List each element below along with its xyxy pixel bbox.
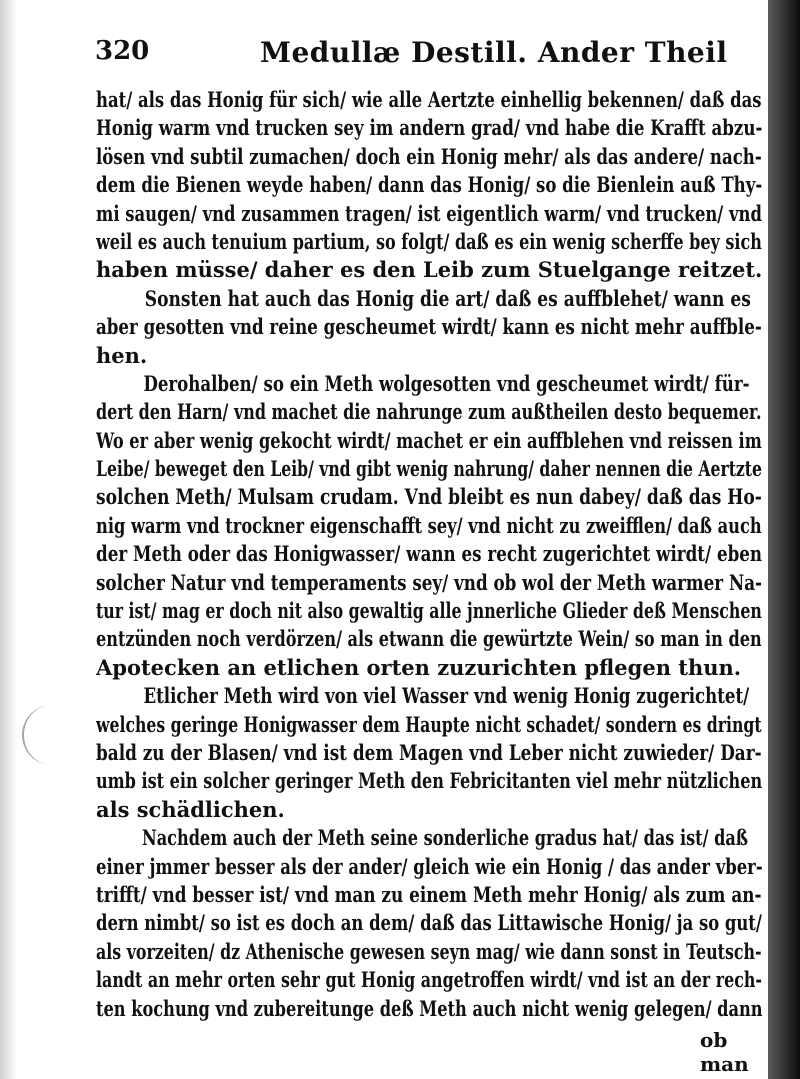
margin-pen-mark <box>22 705 54 765</box>
text-line: ten kochung vnd zubereitunge deß Meth auch nicht wenig gelegen/ dann <box>96 995 763 1021</box>
text-line: tur ist/ mag er doch nit also gewaltig alle jnnerliche Glieder deß Menschen <box>96 598 762 624</box>
text-line: entzünden noch verdörzen/ als etwann die gewürtzte Wein/ so man in den <box>96 626 762 652</box>
text-line: bald zu der Blasen/ vnd ist dem Magen vnd Leber nicht zuwieder/ Dar- <box>96 739 762 765</box>
text-line: hen. <box>96 342 148 368</box>
text-line: umb ist ein solcher geringer Meth den Febricitanten viel mehr nützlichen <box>96 768 763 794</box>
page-edge-shadow <box>768 0 800 1079</box>
text-line: Wo er aber wenig gekocht wirdt/ machet er ein auffblehen vnd reissen im <box>96 427 762 453</box>
text-line: dem die Bienen weyde haben/ dann das Honig/ so die Bienlein auß Thy- <box>96 172 762 198</box>
text-line: solcher Natur vnd temperaments sey/ vnd ob wol der Meth warmer Na- <box>96 569 762 595</box>
catchword: ob man <box>700 1028 749 1076</box>
body-text <box>96 86 764 1023</box>
text-line: mi saugen/ vnd zusammen tragen/ ist eigentlich warm/ vnd trucken/ vnd <box>96 200 762 226</box>
text-line: haben müsse/ daher es den Leib zum Stuelgange reitzet. <box>96 257 763 283</box>
text-line: der Meth oder das Honigwasser/ wann es recht zugerichtet wirdt/ eben <box>96 541 763 567</box>
text-line: Derohalben/ so ein Meth wolgesotten vnd gescheumet wirdt/ für- <box>143 370 750 396</box>
page-number: 320 <box>95 36 150 66</box>
text-line: als schädlichen. <box>96 796 285 822</box>
text-line: landt an mehr orten sehr gut Honig angetroffen wirdt/ vnd ist an der rech- <box>96 967 763 993</box>
text-line: Sonsten hat auch das Honig die art/ daß es auffblehet/ wann es <box>144 285 751 311</box>
text-line: weil es auch tenuium partium, so folgt/ daß es ein wenig scherffe bey sich <box>96 228 762 254</box>
page-header <box>95 36 735 76</box>
text-line: hat/ als das Honig für sich/ wie alle Aertzte einhellig bekennen/ daß das <box>96 87 762 112</box>
text-line: Nachdem auch der Meth seine sonderliche gradus hat/ das ist/ daß <box>142 825 749 851</box>
text-line: einer jmmer besser als der ander/ gleich wie ein Honig / das ander vber- <box>96 853 763 879</box>
text-line: Honig warm vnd trucken sey im andern grad/ vnd habe die Krafft abzu- <box>96 115 763 141</box>
running-head: Medullæ Destill. Ander Theil <box>260 36 728 69</box>
text-line: Etlicher Meth wird von viel Wasser vnd wenig Honig zugerichtet/ <box>143 683 750 709</box>
text-line: trifft/ vnd besser ist/ vnd man zu einem Meth mehr Honig/ als zum an- <box>96 881 762 907</box>
text-line: dern nimbt/ so ist es doch an dem/ daß das Littawische Honig/ ja so gut/ <box>96 910 762 936</box>
text-line: nig warm vnd trockner eigenschafft sey/ vnd nicht zu zweifflen/ daß auch <box>96 512 762 538</box>
text-line: als vorzeiten/ dz Athenische gewesen seyn mag/ wie dann sonst in Teutsch- <box>96 938 762 964</box>
gutter-shadow <box>0 0 18 1079</box>
text-line: dert den Harn/ vnd machet die nahrunge zum außtheilen desto bequemer. <box>96 399 762 425</box>
text-line: solchen Meth/ Mulsam crudam. Vnd bleibt es nun dabey/ daß das Ho- <box>96 484 762 510</box>
text-line: Apotecken an etlichen orten zuzurichten pflegen thun. <box>96 654 742 680</box>
text-line: aber gesotten vnd reine gescheumet wirdt/ kann es nicht mehr auffble- <box>96 314 762 340</box>
text-line: lösen vnd subtil zumachen/ doch ein Honig mehr/ als das andere/ nach- <box>96 143 762 169</box>
text-line: welches geringe Honigwasser dem Haupte nicht schadet/ sondern es dringt <box>96 711 762 737</box>
text-line: Leibe/ beweget den Leib/ vnd gibt wenig nahrung/ daher nennen die Aertzte <box>96 456 762 482</box>
